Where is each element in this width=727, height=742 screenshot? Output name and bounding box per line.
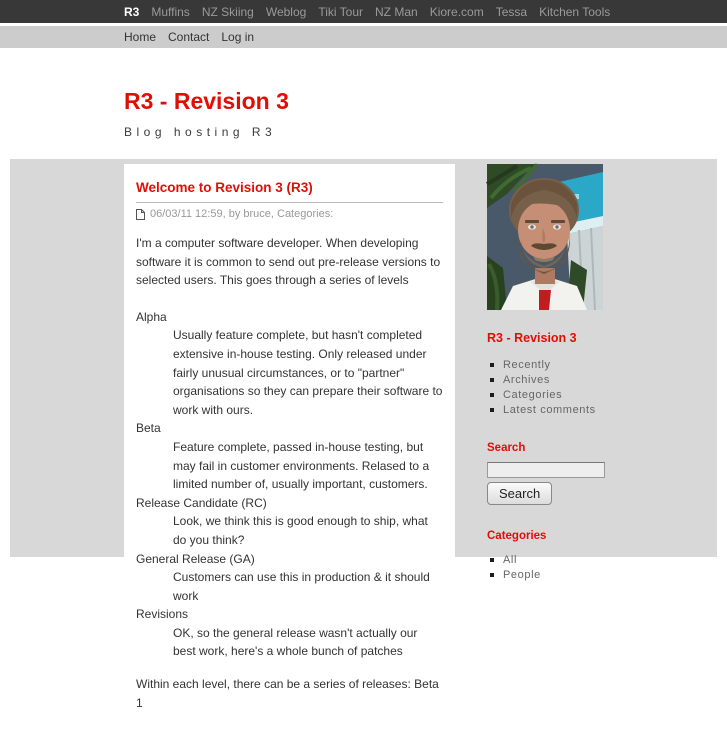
square-bullet-icon bbox=[490, 573, 494, 577]
post-intro: I'm a computer software developer. When developing software it is common to send out pre-release versions to selected users. This goes through a series of levels bbox=[136, 236, 441, 288]
square-bullet-icon bbox=[490, 408, 494, 412]
top-navbar bbox=[0, 0, 727, 23]
post-meta-text: 06/03/11 12:59, by bruce, Categories: bbox=[150, 208, 334, 220]
sidebar-link-latest-comments[interactable] bbox=[487, 404, 677, 416]
page-header bbox=[0, 48, 727, 139]
main-canvas bbox=[10, 159, 717, 710]
subnav-item-login[interactable]: Log in bbox=[221, 30, 255, 44]
category-link-label: People bbox=[503, 569, 541, 581]
search-input[interactable] bbox=[487, 462, 605, 478]
release-levels-list bbox=[136, 308, 443, 661]
subnav-item-contact[interactable]: Contact bbox=[168, 30, 210, 44]
sidebar-link-recently[interactable] bbox=[487, 359, 677, 371]
subnav-item-home[interactable]: Home bbox=[124, 30, 157, 44]
nav-item-kitchen-tools[interactable]: Kitchen Tools bbox=[539, 4, 611, 19]
sidebar-link-categories[interactable] bbox=[487, 389, 677, 401]
sidebar-link-archives[interactable] bbox=[487, 374, 677, 386]
level-term: Beta bbox=[136, 421, 161, 436]
post-outro: Within each level, there can be a series of releases: Beta 1 bbox=[136, 677, 439, 710]
nav-item-nz-skiing[interactable]: NZ Skiing bbox=[201, 4, 254, 19]
level-term: Alpha bbox=[136, 309, 167, 324]
sidebar-link-label: Archives bbox=[503, 374, 550, 386]
blog-title[interactable]: R3 - Revision 3 bbox=[124, 88, 289, 114]
page-icon bbox=[136, 209, 145, 220]
category-link-all[interactable] bbox=[487, 554, 677, 566]
categories-heading: Categories bbox=[487, 530, 547, 542]
square-bullet-icon bbox=[490, 363, 494, 367]
sidebar-blog-title-link[interactable]: R3 - Revision 3 bbox=[487, 331, 577, 345]
blog-tagline: Blog hosting R3 bbox=[124, 125, 277, 139]
nav-item-r3[interactable]: R3 bbox=[124, 4, 140, 19]
post-title-link[interactable]: Welcome to Revision 3 (R3) bbox=[136, 180, 443, 203]
sub-navbar bbox=[0, 26, 727, 48]
level-desc: Usually feature complete, but hasn't completed extensive in-house testing. Only released under fairly unusual circumstances, or to "partner" organisations so they can prepare their software to work with ours. bbox=[173, 328, 443, 417]
search-heading: Search bbox=[487, 442, 526, 454]
level-term: Release Candidate (RC) bbox=[136, 495, 267, 510]
sidebar-link-label: Categories bbox=[503, 389, 563, 401]
nav-item-nz-man[interactable]: NZ Man bbox=[375, 4, 418, 19]
sidebar-link-label: Latest comments bbox=[503, 404, 596, 416]
sidebar bbox=[487, 164, 677, 584]
author-photo bbox=[487, 164, 603, 310]
level-desc: OK, so the general release wasn't actually our best work, here's a whole bunch of patches bbox=[173, 625, 418, 659]
level-term: Revisions bbox=[136, 607, 189, 622]
square-bullet-icon bbox=[490, 378, 494, 382]
sidebar-nav-list bbox=[487, 359, 677, 416]
category-link-label: All bbox=[503, 554, 518, 566]
level-desc: Feature complete, passed in-house testing, but may fail in customer environments. Relased to a limited number of, usually important, customers. bbox=[173, 439, 430, 492]
level-desc: Look, we think this is good enough to ship, what do you think? bbox=[173, 514, 428, 547]
post-meta bbox=[136, 208, 443, 220]
level-desc: Customers can use this in production & it should work bbox=[173, 570, 430, 603]
square-bullet-icon bbox=[490, 393, 494, 397]
category-link-people[interactable] bbox=[487, 569, 677, 581]
nav-item-kiore[interactable]: Kiore.com bbox=[429, 4, 484, 19]
nav-item-tiki-tour[interactable]: Tiki Tour bbox=[318, 4, 363, 19]
nav-item-weblog[interactable]: Weblog bbox=[265, 4, 307, 19]
level-term: General Release (GA) bbox=[136, 551, 255, 566]
square-bullet-icon bbox=[490, 558, 494, 562]
sidebar-link-label: Recently bbox=[503, 359, 551, 371]
nav-item-muffins[interactable]: Muffins bbox=[151, 4, 190, 19]
post-article bbox=[124, 164, 455, 742]
nav-item-tessa[interactable]: Tessa bbox=[495, 4, 528, 19]
categories-list bbox=[487, 554, 677, 581]
search-button[interactable]: Search bbox=[487, 482, 552, 505]
post-body bbox=[136, 234, 443, 712]
